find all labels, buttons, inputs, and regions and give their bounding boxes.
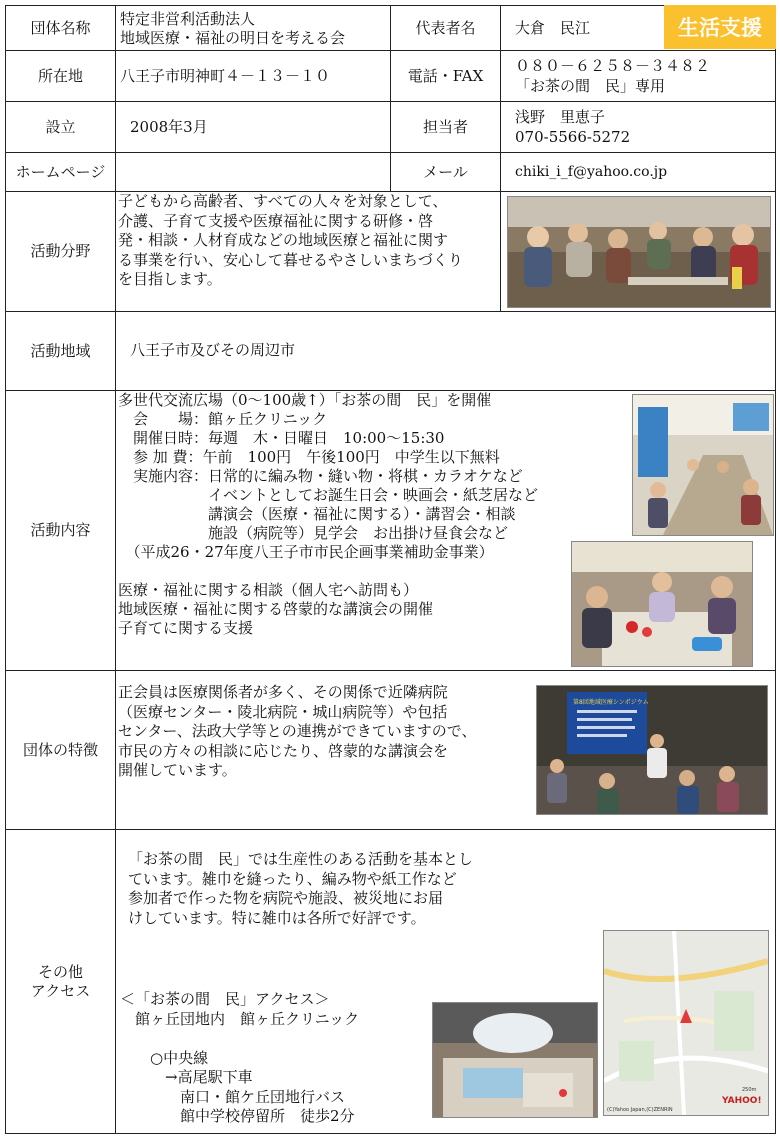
content-label: 活動内容: [5, 390, 116, 671]
access-map: [603, 930, 769, 1116]
field-text: 子どもから高齢者、すべての人々を対象として、 介護、子育て支援や医療福祉に関する研修・啓 発・相談・人材育成などの地域医療と福祉に関す る事業を行い、安心して暮せるやさしいまちづくり を目指します。: [118, 192, 463, 288]
other-text: 「お茶の間 民」では生産性のある活動を基本とし ています。雑巾を縫ったり、編み物や紙工作など 参加者で作った物を病院や施設、被災地にお届 けしています。特に雑巾は各所で好評です。: [128, 850, 474, 927]
feature-cell: [115, 670, 776, 830]
field-photo-cell: [500, 191, 776, 312]
content-text: 多世代交流広場（0～100歳↑）「お茶の間 民」を開催 会 場：館ヶ丘クリニック 開催日時：毎週 木・日曜日 10:00～15:30 参 加 費：午前 100円 午後100円 中学生以下無料 実施内容：日常的に編み物・縫い物・将棋・カラオケなど イベントとしてお誕生日会・映画会・紙芝居など 講演会（医療・福祉に関する）・講習会・相談 施設（病院等）見学会 お出掛け昼食会など （平成26・27年度八王子市市民企画事業補助金事業） 医療・福祉に関する相談（個人宅へ訪問も） 地域医療・福祉に関する啓蒙的な講演会の開催 子育てに関する支援: [118, 391, 539, 637]
other-label: その他 アクセス: [5, 829, 116, 1134]
contact-label: 担当者: [390, 101, 501, 153]
area-label: 活動地域: [5, 311, 116, 391]
map-scale: 250m: [742, 1087, 757, 1093]
homepage-cell: [115, 152, 391, 192]
content-cell: [115, 390, 776, 671]
feature-text: 正会員は医療関係者が多く、その関係で近隣病院 （医療センター・陵北病院・城山病院等）や包括 センター、法政大学等との連携ができていますので、 市民の方々の相談に応じたり、啓蒙的な講演会を 開催しています。: [118, 683, 477, 779]
mail-cell: [500, 152, 776, 192]
mail-label: メール: [390, 152, 501, 192]
field-cell: [115, 191, 501, 312]
contact-cell: [500, 101, 776, 153]
phone-number: ０８０－６２５８－３４８２: [515, 57, 711, 75]
feature-photo: [536, 685, 768, 815]
rep-label: 代表者名: [390, 5, 501, 51]
phone-note: 「お茶の間 民」専用: [515, 77, 666, 95]
content-photo-bottom: [571, 541, 753, 667]
founded-label: 設立: [5, 101, 116, 153]
feature-screen-title: 第8回地域医療シンポジウム: [573, 699, 649, 706]
access-text: ＜「お茶の間 民」アクセス＞ 館ヶ丘団地内 館ヶ丘クリニック ○中央線 →高尾駅下車 南口・館ケ丘団地行バス 館中学校停留所 徒歩2分: [120, 990, 360, 1125]
category-badge: 生活支援: [664, 5, 776, 49]
contact-phone: 070-5566-5272: [515, 128, 631, 146]
address-value: 八王子市明神町４－１３－１０: [120, 67, 331, 85]
address-label: 所在地: [5, 50, 116, 102]
map-credit: (C)Yahoo Japan,(C)ZENRIN: [607, 1107, 673, 1113]
org-name-line2: 地域医療・福祉の明日を考える会: [120, 29, 346, 47]
field-photo: [507, 196, 771, 308]
access-photo: [432, 1002, 598, 1118]
contact-name: 浅野 里恵子: [515, 108, 606, 126]
phone-label: 電話・FAX: [390, 50, 501, 102]
homepage-label: ホームページ: [5, 152, 116, 192]
founded-value: 2008年3月: [130, 118, 208, 136]
mail-value: chiki_i_f@yahoo.co.jp: [515, 164, 668, 180]
area-text: 八王子市及びその周辺市: [130, 341, 296, 359]
org-name-cell: [115, 5, 391, 51]
other-cell: [115, 829, 776, 1134]
founded-cell: [115, 101, 391, 153]
address-cell: [115, 50, 391, 102]
phone-cell: [500, 50, 776, 102]
area-cell: [115, 311, 776, 391]
rep-name: 大倉 民江: [515, 19, 591, 37]
org-name-line1: 特定非営利活動法人: [120, 10, 256, 28]
map-brand: YAHOO!: [722, 1096, 762, 1106]
org-name-label: 団体名称: [5, 5, 116, 51]
feature-label: 団体の特徴: [5, 670, 116, 830]
content-photo-top: [632, 394, 774, 536]
field-label: 活動分野: [5, 191, 116, 312]
